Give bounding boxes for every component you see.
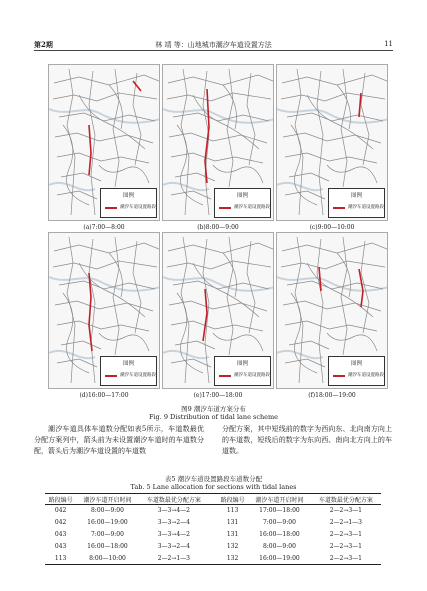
- road-line: [337, 85, 351, 129]
- road-line: [223, 85, 237, 129]
- road-line: [171, 153, 263, 163]
- panel-caption-f: (f)18:00—19:00: [308, 392, 356, 399]
- road-line: [285, 153, 377, 163]
- road-line: [223, 253, 237, 297]
- cell-lane-scheme: 3—3→4—2: [157, 507, 190, 515]
- cell-lane-scheme: 2—2→3—1: [329, 531, 362, 538]
- map-panel-a: [48, 64, 160, 232]
- panel-caption-c: (c)9:00—10:00: [309, 224, 355, 231]
- road-line: [57, 321, 149, 331]
- legend-label: 潮汐车道设置路段: [234, 373, 270, 378]
- tidal-lane-segment: [359, 93, 361, 117]
- map-legend: [214, 188, 271, 218]
- road-line: [327, 333, 377, 351]
- road-line: [281, 261, 385, 269]
- legend-label: 潮汐车道设置路段: [120, 205, 156, 210]
- legend-label: 潮汐车道设置路段: [348, 205, 384, 210]
- map-legend: [100, 356, 157, 386]
- map-panel-f: [276, 232, 388, 400]
- road-line: [57, 153, 149, 163]
- header-open-time: 潮汐车道开启时间: [76, 494, 138, 505]
- legend-title: 图例: [122, 361, 134, 367]
- road-line: [167, 93, 271, 101]
- road-line: [171, 359, 211, 367]
- tidal-lane-segment: [359, 269, 363, 307]
- table-row: [45, 529, 381, 541]
- road-line: [113, 69, 119, 187]
- road-line: [167, 261, 271, 269]
- cell-open-time: 16:00—19:00: [87, 519, 128, 526]
- map-panel-c: [276, 64, 388, 232]
- road-line: [282, 75, 387, 85]
- road-line: [168, 75, 273, 85]
- cell-lane-scheme: 3—3→2—4: [157, 519, 190, 526]
- road-line: [317, 239, 323, 383]
- map-legend: [214, 356, 271, 386]
- road-line: [247, 241, 255, 333]
- road-line: [227, 69, 233, 187]
- header-section-id: 路段编号: [45, 494, 76, 505]
- cell-section-id: 113: [45, 553, 76, 565]
- map-legend: [328, 188, 385, 218]
- road-line: [285, 359, 325, 367]
- road-line: [213, 165, 263, 183]
- cell-section-id: 132: [226, 543, 239, 550]
- road-line: [57, 359, 97, 367]
- road-line: [203, 71, 209, 215]
- map-legend: [328, 356, 385, 386]
- cell-lane-scheme: 2—2→3—1: [329, 507, 362, 515]
- cell-lane-scheme: 2—2→1—3: [329, 519, 362, 526]
- table-row: [45, 541, 381, 553]
- road-line: [285, 321, 377, 331]
- cell-section-id: 042: [54, 519, 67, 526]
- road-line: [341, 69, 347, 187]
- tidal-lane-swatch: [219, 207, 231, 209]
- legend-label: 潮汐车道设置路段: [120, 373, 156, 378]
- lane-allocation-table: [45, 493, 381, 565]
- road-line: [213, 333, 263, 351]
- running-title: 林 靖 等：山地城市潮汐车道设置方法: [155, 41, 272, 49]
- cell-open-time: 8:00—9:00: [90, 507, 124, 515]
- legend-title: 图例: [236, 361, 248, 367]
- cell-open-time: 8:00—10:00: [76, 553, 138, 565]
- tidal-lane-swatch: [333, 375, 345, 377]
- road-line: [337, 253, 351, 297]
- map-panel-d: [48, 232, 160, 400]
- table-row: [45, 517, 381, 529]
- tidal-lane-swatch: [333, 207, 345, 209]
- table-row: [45, 553, 381, 565]
- cell-lane-scheme: 3—3→2—4: [157, 543, 190, 550]
- tidal-lane-swatch: [105, 375, 117, 377]
- cell-open-time: 16:00—19:00: [248, 553, 310, 565]
- road-line: [317, 71, 323, 215]
- cell-open-time: 8:00—9:00: [262, 543, 296, 550]
- body-paragraph-left: 潮汐车道具体车道数分配如表5所示，车道数最优分配方案列中，箭头前为未设置潮汐车道时的车道数分配，箭头后为潮汐车道设置的车道数: [34, 425, 204, 455]
- legend-title: 图例: [350, 361, 362, 367]
- road-line: [54, 243, 159, 253]
- page-number: 11: [384, 40, 393, 48]
- running-header: [34, 39, 393, 51]
- river-line: [277, 351, 323, 358]
- tidal-lane-segment: [205, 89, 209, 183]
- cell-open-time: 7:00—9:00: [262, 519, 296, 526]
- legend-title: 图例: [122, 193, 134, 199]
- cell-section-id: 043: [54, 543, 67, 550]
- cell-lane-scheme: 2—2→1—3: [139, 553, 209, 565]
- tidal-lane-segment: [319, 267, 321, 291]
- map-panel-e: [162, 232, 274, 400]
- cell-section-id: 113: [226, 507, 239, 515]
- tidal-lane-swatch: [219, 375, 231, 377]
- cell-section-id: 132: [217, 553, 248, 565]
- road-line: [99, 165, 149, 183]
- road-line: [227, 237, 233, 355]
- legend-title: 图例: [236, 193, 248, 199]
- table-caption-cn: 表5 潮汐车道设置路段车道数分配: [164, 475, 263, 483]
- figure-caption-cn: 图9 潮汐车道方案分布: [181, 405, 246, 413]
- tidal-lane-segment: [133, 81, 141, 91]
- cell-open-time: 17:00—18:00: [259, 507, 300, 515]
- road-line: [361, 73, 369, 165]
- road-line: [171, 191, 211, 199]
- header-lane-scheme: 车道数最优分配方案: [139, 494, 209, 505]
- cell-lane-scheme: 3—3→4—2: [157, 531, 190, 538]
- cell-open-time: 16:00—18:00: [259, 531, 300, 538]
- road-line: [282, 243, 387, 253]
- cell-open-time: 16:00—18:00: [87, 543, 128, 550]
- map-legend: [100, 188, 157, 218]
- tidal-lane-segment: [203, 289, 207, 341]
- cell-lane-scheme: 2—2→3—1: [311, 553, 381, 565]
- road-line: [168, 243, 273, 253]
- cell-section-id: 131: [226, 531, 239, 538]
- road-line: [247, 73, 255, 165]
- road-line: [54, 75, 159, 85]
- figure-caption-en: Fig. 9 Distribution of tidal lane scheme: [148, 413, 279, 421]
- table-row: [45, 505, 381, 517]
- map-panel-b: [162, 64, 274, 232]
- tidal-lane-segment: [89, 125, 91, 175]
- panel-caption-e: (e)17:00—18:00: [193, 392, 243, 399]
- cell-open-time: 7:00—9:00: [90, 531, 124, 538]
- road-line: [57, 191, 97, 199]
- cell-lane-scheme: 2—2→3—1: [329, 543, 362, 550]
- road-line: [109, 253, 123, 297]
- road-line: [203, 239, 209, 383]
- legend-label: 潮汐车道设置路段: [348, 373, 384, 378]
- panel-caption-a: (a)7:00—8:00: [83, 224, 125, 231]
- header-open-time: 潮汐车道开启时间: [248, 494, 310, 505]
- river-line: [49, 183, 95, 190]
- table-caption-en: Tab. 5 Lane allocation for sections with tidal lanes: [130, 483, 297, 491]
- river-line: [277, 183, 323, 190]
- road-line: [53, 93, 157, 101]
- table-header-row: [45, 494, 381, 505]
- cell-section-id: 131: [226, 519, 239, 526]
- road-line: [327, 165, 377, 183]
- road-line: [281, 93, 385, 101]
- panel-caption-d: (d)16:00—17:00: [79, 392, 129, 399]
- river-line: [163, 351, 209, 358]
- cell-section-id: 042: [54, 507, 67, 515]
- issue-number: 第2期: [34, 40, 53, 49]
- road-line: [133, 241, 141, 333]
- legend-title: 图例: [350, 193, 362, 199]
- header-section-id: 路段编号: [217, 494, 248, 505]
- header-lane-scheme: 车道数最优分配方案: [311, 494, 381, 505]
- road-line: [99, 333, 149, 351]
- river-line: [163, 183, 209, 190]
- body-paragraph-right: 分配方案，其中短线前的数字为西向东、北向南方向上的车道数，短线后的数字为东向西、南向北方向上的车道数。: [222, 425, 392, 455]
- panel-caption-b: (b)8:00—9:00: [197, 224, 239, 231]
- tidal-lane-swatch: [105, 207, 117, 209]
- road-line: [53, 261, 157, 269]
- cell-section-id: 043: [54, 531, 67, 538]
- legend-label: 潮汐车道设置路段: [234, 205, 270, 210]
- road-line: [171, 321, 263, 331]
- road-line: [285, 191, 325, 199]
- road-line: [341, 237, 347, 355]
- road-line: [109, 85, 123, 129]
- river-line: [49, 351, 95, 358]
- road-line: [113, 237, 119, 355]
